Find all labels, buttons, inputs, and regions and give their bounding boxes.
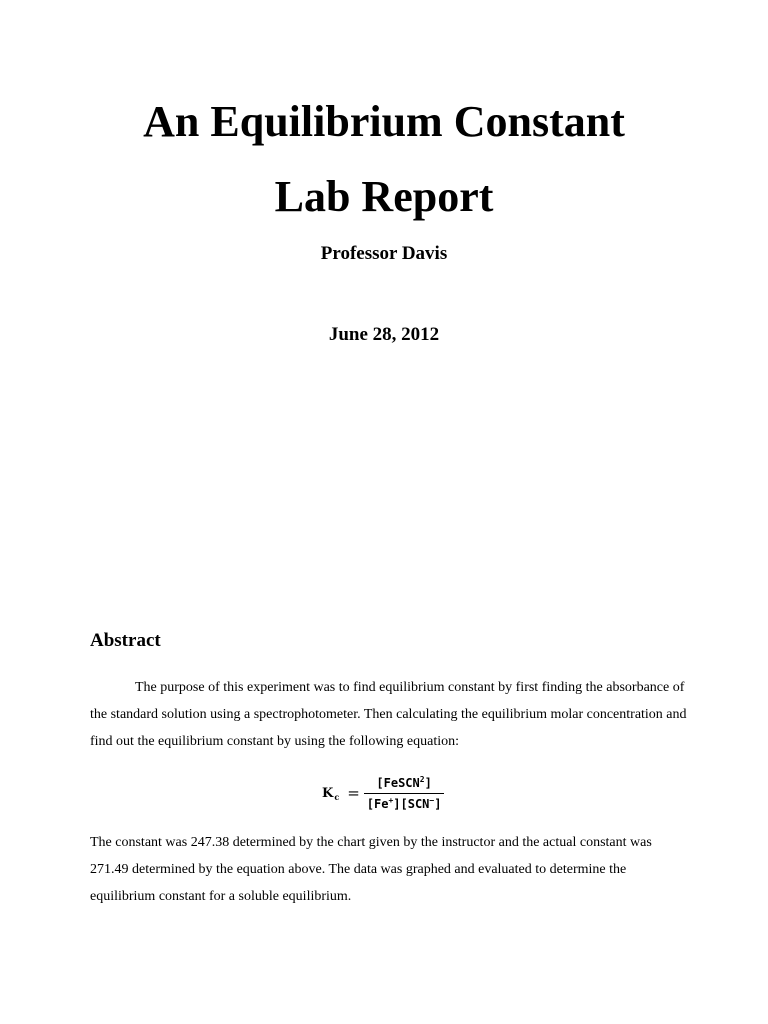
equation-numerator: [FeSCN$^2$] (376, 774, 432, 790)
abstract-paragraph-1: The purpose of this experiment was to find equilibrium constant by first finding the absorbance of the standard solution using a spectrophotometer. Then calculating the equilibrium molar concentration and find out the equilibrium constant by using the following equation: (90, 680, 687, 749)
equation-fraction-bar (364, 793, 445, 794)
equilibrium-equation (322, 768, 444, 818)
equation-fraction (364, 775, 445, 812)
equation-equals-sign: = (347, 784, 360, 802)
abstract-paragraph-2: The constant was 247.38 determined by the chart given by the instructor and the actual constant was 271.49 determined by the equation above. The data was graphed and evaluated to determine the equilibrium constant for a soluble equilibrium. (90, 835, 652, 904)
equation-k-symbol: K (322, 785, 334, 801)
abstract-heading: Abstract (90, 630, 161, 651)
title-line-2: Lab Report (274, 172, 494, 221)
title-line-1: An Equilibrium Constant (143, 97, 625, 146)
equation-lhs (322, 786, 339, 801)
equation-denominator: [Fe+][SCN−] (366, 795, 442, 811)
report-date: June 28, 2012 (328, 324, 440, 345)
equation-k-subscript: c (334, 791, 340, 802)
professor-name: Professor Davis (320, 243, 448, 264)
